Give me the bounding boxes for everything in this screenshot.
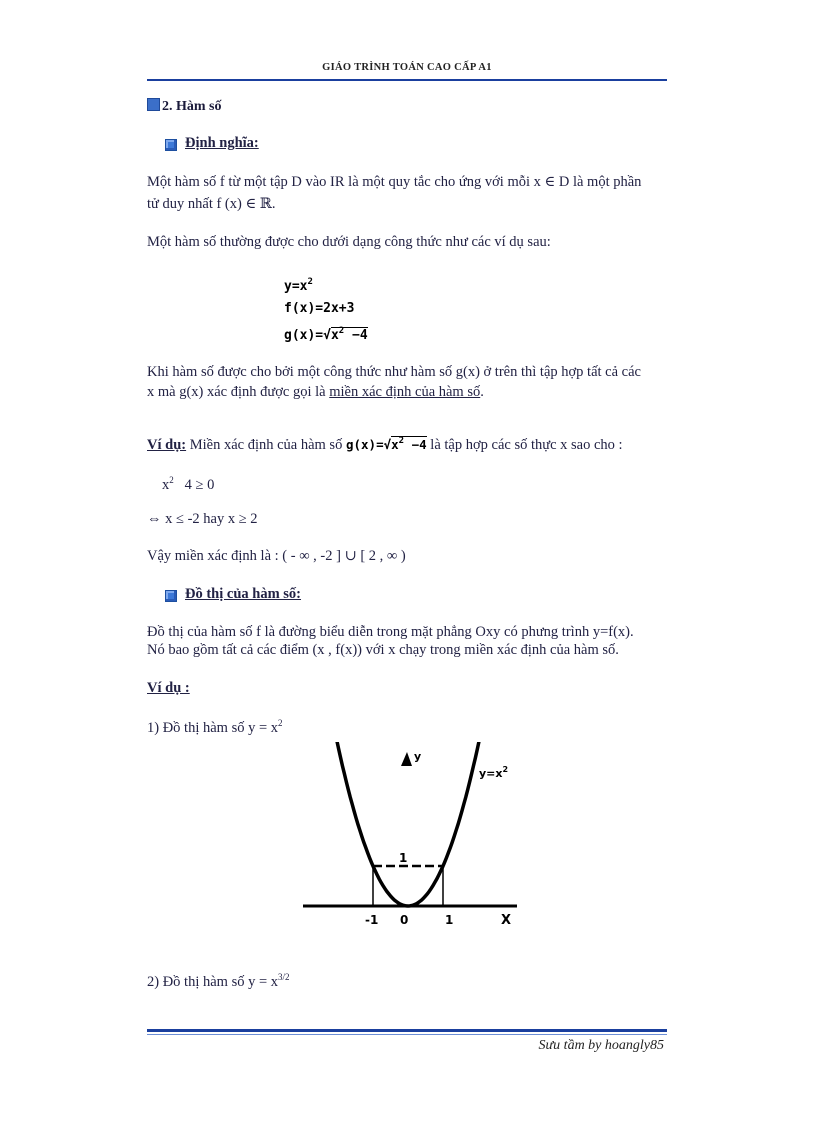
footer-rule	[147, 1029, 667, 1032]
x-axis-label: X	[501, 913, 512, 928]
domain-term-link[interactable]: miền xác định của hàm số	[329, 384, 481, 400]
formula-1: $y=x^2$	[284, 277, 313, 294]
definition-line2: tử duy nhất f (x) ∈ ℝ.	[147, 196, 276, 212]
equivalence-line: ⇔ x ≤ -2 hay x ≥ 2	[147, 511, 258, 527]
curve-label: $y=x^2$	[479, 765, 509, 780]
example-label: Ví dụ:	[147, 437, 187, 453]
y-tick-label-1: 1	[399, 851, 408, 865]
graph-def-line2: Nó bao gồm tất cả các điểm (x , f(x)) với x chạy trong miền xác định của hàm số.	[147, 642, 619, 658]
domain-paragraph-line2: x mà g(x) xác định được gọi là miền xác định của hàm số.	[147, 384, 484, 400]
example1-line: Ví dụ: Miền xác định của hàm số $g(x)=√x^2 -4$ là tập hợp các số thực x sao cho :	[147, 436, 623, 453]
formula-2: f(x)=2x+3	[284, 301, 355, 316]
section-title	[147, 98, 222, 115]
x-tick-label-neg1: -1	[365, 913, 379, 927]
page-header-title: GIÁO TRÌNH TOÁN CAO CẤP A1	[322, 62, 492, 73]
graph-item-2: 2) Đồ thị hàm số $y = x^{3/2}$	[147, 972, 290, 990]
domain-conclusion: Vậy miền xác định là : ( - ∞ , -2 ] ∪ [ 2 , ∞ )	[147, 548, 406, 564]
parabola-graph	[295, 742, 535, 932]
definition-line1: Một hàm số f từ một tập D vào IR là một quy tắc cho ứng với mỗi x ∈ D là một phần	[147, 174, 642, 190]
domain-paragraph-line1: Khi hàm số được cho bởi một công thức như hàm số g(x) ở trên thì tập hợp tất cả các	[147, 364, 641, 380]
x-tick-label-0: 0	[400, 913, 409, 927]
graph-section-title: Đồ thị của hàm số:	[185, 586, 302, 602]
footer-rule-thin	[147, 1034, 667, 1035]
definition-intro: Một hàm số thường được cho dưới dạng công thức như các ví dụ sau:	[147, 234, 551, 250]
header-rule	[147, 79, 667, 81]
y-axis-label: y	[414, 750, 422, 763]
y-axis-arrow-icon	[401, 752, 412, 766]
formula-3: $g(x)=√x^2 -4$	[284, 326, 368, 343]
graph-item-1: 1) Đồ thị hàm số $y = x^2$	[147, 718, 283, 736]
formula-block	[284, 271, 368, 347]
example-formula: $g(x)=√x^2 -4$	[345, 436, 427, 452]
definition-title: Định nghĩa:	[185, 135, 259, 151]
bullet-icon	[165, 139, 177, 151]
bullet-icon	[165, 590, 177, 602]
inequality: $x^2$ 4 ≥ 0	[162, 475, 215, 493]
nav-arrow-icon[interactable]	[147, 98, 160, 111]
parabola-curve	[331, 742, 485, 906]
x-tick-label-1: 1	[445, 913, 454, 927]
graph-example-label: Ví dụ :	[147, 680, 190, 696]
graph-def-line1: Đồ thị của hàm số f là đường biểu diễn trong mặt phẳng Oxy có phưng trình y=f(x).	[147, 624, 634, 640]
footer-credit: Sưu tầm by hoangly85	[538, 1038, 664, 1053]
section-title-text: 2. Hàm số	[162, 99, 222, 114]
